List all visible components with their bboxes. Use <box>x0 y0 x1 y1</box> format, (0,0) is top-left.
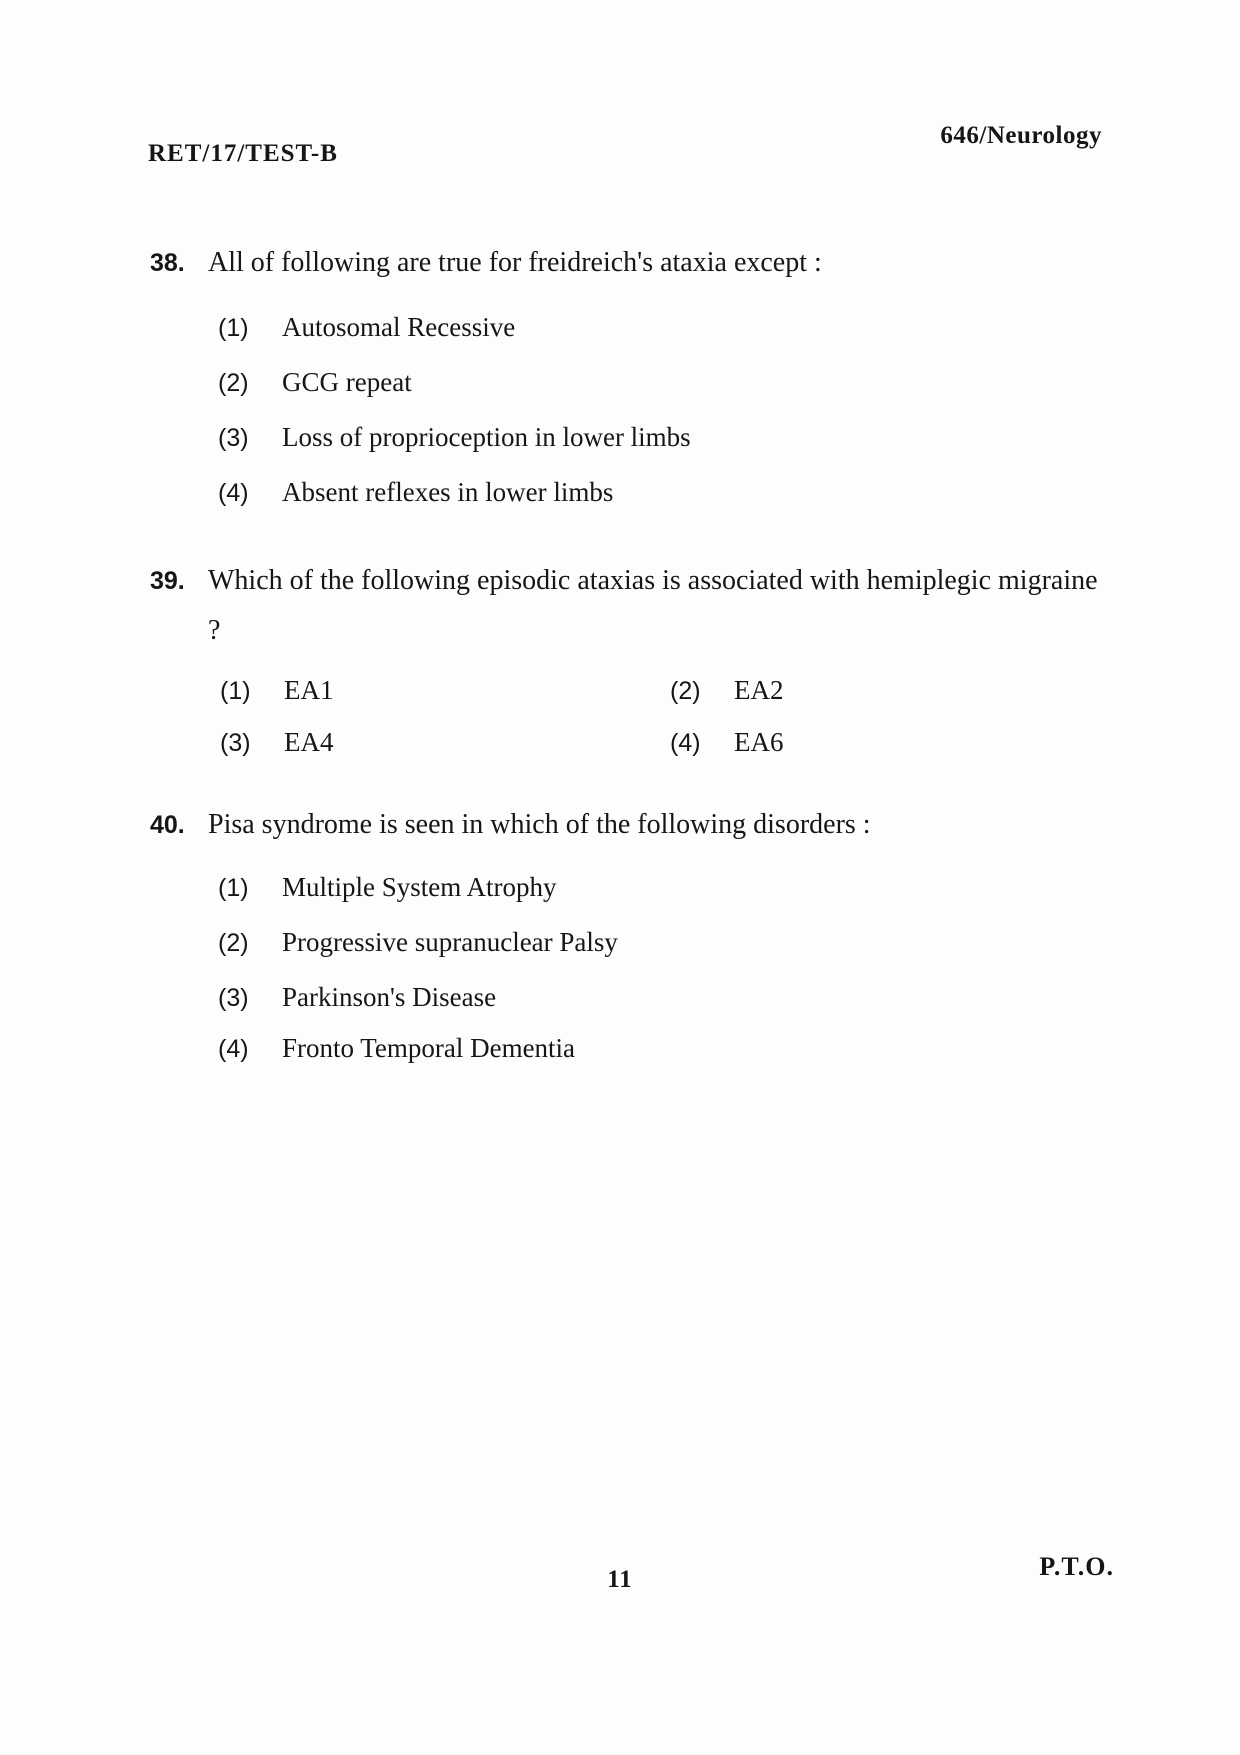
option-text: Fronto Temporal Dementia <box>282 1033 576 1063</box>
option-text: Progressive supranuclear Palsy <box>282 927 618 957</box>
option-text: Multiple System Atrophy <box>282 872 557 902</box>
option-number: (3) <box>220 729 251 757</box>
option <box>670 664 1070 716</box>
question-40 <box>150 800 1110 1071</box>
option-number: (2) <box>670 677 701 705</box>
option-number: (1) <box>220 677 251 705</box>
question-text: All of following are true for freidreich's ataxia except : <box>208 247 822 278</box>
option-text: Loss of proprioception in lower limbs <box>282 422 691 452</box>
question-number: 39. <box>150 567 185 595</box>
option <box>218 915 1110 970</box>
question-number: 40. <box>150 811 185 839</box>
option-text: EA2 <box>734 675 784 705</box>
question-text: Which of the following episodic ataxias is associated with hemiplegic migraine ? <box>208 565 1098 646</box>
option-number: (3) <box>218 984 249 1012</box>
option <box>218 860 1110 915</box>
option-number: (4) <box>218 1035 249 1063</box>
option-number: (4) <box>670 729 701 757</box>
option-text: Absent reflexes in lower limbs <box>282 477 614 507</box>
option-text: GCG repeat <box>282 367 412 397</box>
option <box>218 465 1110 520</box>
option-number: (2) <box>218 369 249 397</box>
pto-label: P.T.O. <box>1039 1552 1114 1581</box>
option-text: Autosomal Recessive <box>282 312 516 342</box>
option <box>220 664 670 716</box>
option-number: (2) <box>218 929 249 957</box>
option-text: Parkinson's Disease <box>282 982 497 1012</box>
question-text: Pisa syndrome is seen in which of the following disorders : <box>208 809 871 840</box>
question-38 <box>150 238 1110 520</box>
paper-code: RET/17/TEST-B <box>148 140 338 167</box>
option-grid <box>220 664 1110 768</box>
option-text: EA4 <box>284 727 334 757</box>
question-number: 38. <box>150 249 185 277</box>
option <box>218 355 1110 410</box>
option-number: (4) <box>218 479 249 507</box>
option <box>218 410 1110 465</box>
option-number: (3) <box>218 424 249 452</box>
option <box>670 716 1070 768</box>
option-list <box>218 300 1110 520</box>
option <box>218 300 1110 355</box>
option <box>220 716 670 768</box>
option-number: (1) <box>218 874 249 902</box>
option-text: EA1 <box>284 675 334 705</box>
option-list <box>218 860 1110 1071</box>
option-number: (1) <box>218 314 249 342</box>
option-text: EA6 <box>734 727 784 757</box>
option <box>218 970 1110 1025</box>
page-number: 11 <box>607 1566 633 1593</box>
option <box>218 1025 1110 1071</box>
question-39 <box>150 556 1110 768</box>
subject-code: 646/Neurology <box>940 122 1102 149</box>
